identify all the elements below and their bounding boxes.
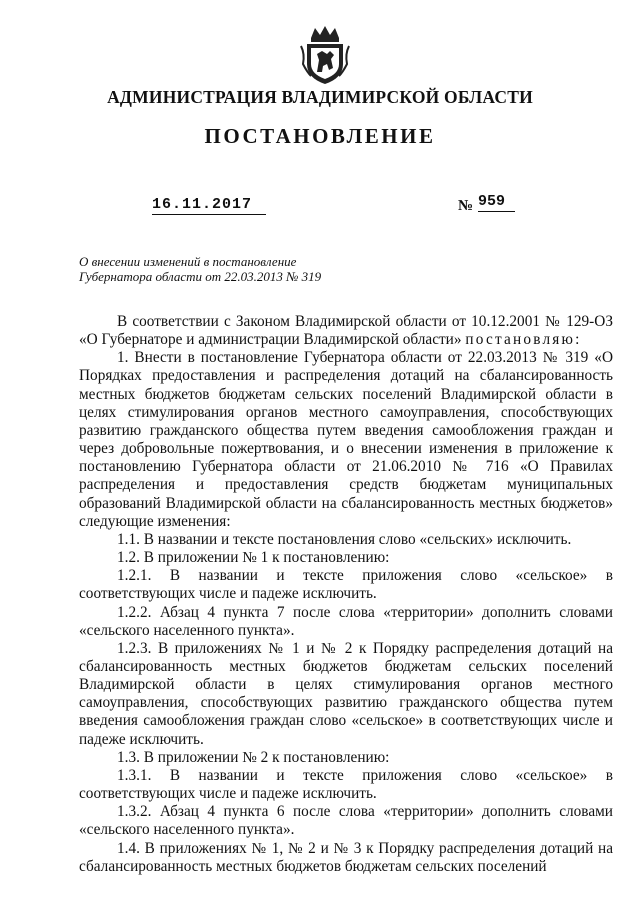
organization-name: АДМИНИСТРАЦИЯ ВЛАДИМИРСКОЙ ОБЛАСТИ (107, 87, 533, 107)
paragraph-1-3-1: 1.3.1. В названии и тексте приложения слово «сельское» в соответствующих числе и падеже исключить. (79, 766, 613, 803)
paragraph-1-1: 1.1. В названии и тексте постановления слово «сельских» исключить. (117, 530, 572, 548)
preamble-keyword: постановляю: (465, 331, 582, 349)
subject-line: Губернатора области от 22.03.2013 № 319 (79, 269, 322, 284)
paragraph-1-2-1: 1.2.1. В названии и тексте приложения слово «сельское» в соответствующих числе и падеже исключить. (79, 567, 613, 603)
paragraph-1-2-3: 1.2.3. В приложениях № 1 и № 2 к Порядку распределения дотаций на сбалансированность местных бюджетов бюджетам сельских поселений Владимирской области в целях стимулирования органов местного самоуправления, способствующих развитию гражданского общества путем введения самообложения граждан слово «сельское» в соответствующих числе и падеже исключить. (79, 639, 613, 748)
document-number: 959 (478, 193, 515, 212)
document-type: ПОСТАНОВЛЕНИЕ (204, 124, 436, 148)
paragraph-1-2-2: 1.2.2. Абзац 4 пункта 7 после слова «территории» дополнить словами «сельского населенного пункта». (79, 603, 613, 639)
paragraph-1-3-2: 1.3.2. Абзац 4 пункта 6 после слова «территории» дополнить словами «сельского населенного пункта». (79, 803, 613, 839)
document-body (79, 313, 613, 876)
paragraph-1-2: 1.2. В приложении № 1 к постановлению: (117, 549, 390, 567)
subject-line: О внесении изменений в постановление (79, 254, 297, 269)
coat-of-arms-icon (297, 24, 353, 86)
paragraph-1-4: 1.4. В приложениях № 1, № 2 и № 3 к Порядку распределения дотаций на сбалансированность местных бюджетов бюджетам сельских поселений (79, 839, 613, 875)
paragraph-1-3: 1.3. В приложении № 2 к постановлению: (117, 748, 390, 766)
document-date: 16.11.2017 (152, 196, 266, 215)
paragraph-1: 1. Внести в постановление Губернатора области от 22.03.2013 № 319 «О Порядках предоставления и распределения дотаций на сбалансированность местных бюджетов бюджетам сельских поселений Владимирской области в целях стимулирования органов местного самоуправления, способствующих развитию гражданского общества путем введения самообложения граждан и через добровольные пожертвования, и о внесении изменения в приложение к постановлению Губернатора области от 21.06.2010 № 716 «О Правилах распределения и предоставления средств бюджетам муниципальных образований Владимирской области на сбалансированность местных бюджетов» следующие изменения: (79, 349, 613, 530)
preamble-text: В соответствии с Законом Владимирской области от 10.12.2001 № 129-ОЗ «О Губернаторе и администрации Владимирской области» (79, 313, 613, 349)
preamble-paragraph (79, 313, 613, 349)
number-label: № (458, 198, 474, 214)
document-subject (79, 254, 321, 284)
